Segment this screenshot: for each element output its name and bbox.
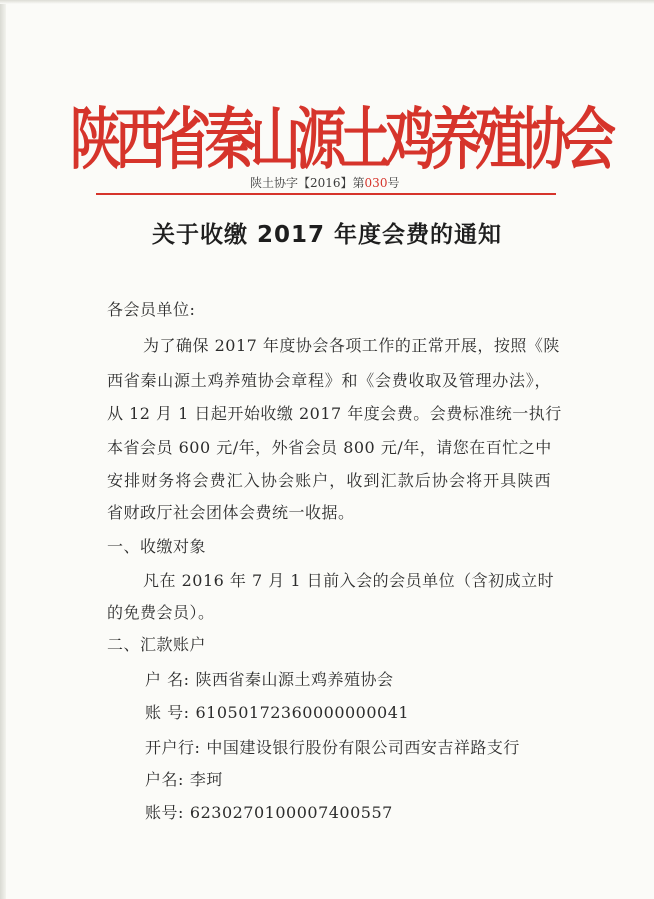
- personal-name-label: 户名:: [145, 770, 184, 789]
- personal-name-value: 李珂: [189, 770, 223, 789]
- doc-number-value: 030: [364, 176, 388, 190]
- personal-account-label: 账号:: [145, 803, 184, 822]
- account-number-row: [145, 700, 409, 723]
- organization-header: 陕西省秦山源土鸡养殖协会: [69, 101, 610, 180]
- section-text-line: 凡在 2016 年 7 月 1 日前入会的会员单位（含初成立时: [143, 571, 555, 590]
- account-number-value: 61050172360000000041: [195, 703, 410, 722]
- paragraph-line: 安排财务将会费汇入协会账户，收到汇款后协会将开具陕西: [107, 471, 551, 490]
- account-name-label: 户 名:: [145, 670, 190, 689]
- scan-edge-top: [0, 0, 654, 4]
- section-text-line: 的免费会员）。: [107, 603, 215, 622]
- paragraph-line: 西省秦山源土鸡养殖协会章程》和《会费收取及管理办法》，: [107, 371, 551, 390]
- document-number: [250, 174, 399, 191]
- account-name-row: [145, 667, 394, 690]
- account-bank-label: 开户行:: [145, 738, 201, 757]
- account-number-label: 账 号:: [145, 703, 190, 722]
- paragraph-line: 省财政厅社会团体会费统一收据。: [107, 503, 355, 522]
- paragraph-line: 为了确保 2017 年度协会各项工作的正常开展，按照《陕: [143, 336, 560, 355]
- account-name-value: 陕西省秦山源土鸡养殖协会: [195, 670, 394, 689]
- personal-account-row: [145, 800, 393, 823]
- header-divider: [96, 193, 556, 195]
- paragraph-line: 本省会员 600 元/年，外省会员 800 元/年，请您在百忙之中: [107, 438, 552, 457]
- salutation: 各会员单位:: [107, 300, 196, 319]
- section-heading-account: 二、汇款账户: [107, 635, 207, 654]
- personal-name-row: [145, 767, 223, 790]
- doc-number-suffix: 号: [387, 176, 400, 190]
- personal-account-value: 6230270100007400557: [189, 803, 393, 822]
- account-bank-value: 中国建设银行股份有限公司西安吉祥路支行: [206, 738, 520, 757]
- account-bank-row: [145, 735, 520, 758]
- notice-title: 关于收缴 2017 年度会费的通知: [151, 222, 503, 248]
- section-heading-targets: 一、收缴对象: [107, 537, 207, 556]
- doc-number-prefix: 陕土协字【2016】第: [250, 176, 365, 190]
- paragraph-line: 从 12 月 1 日起开始收缴 2017 年度会费。会费标准统一执行: [107, 404, 562, 423]
- scan-edge: [0, 0, 6, 899]
